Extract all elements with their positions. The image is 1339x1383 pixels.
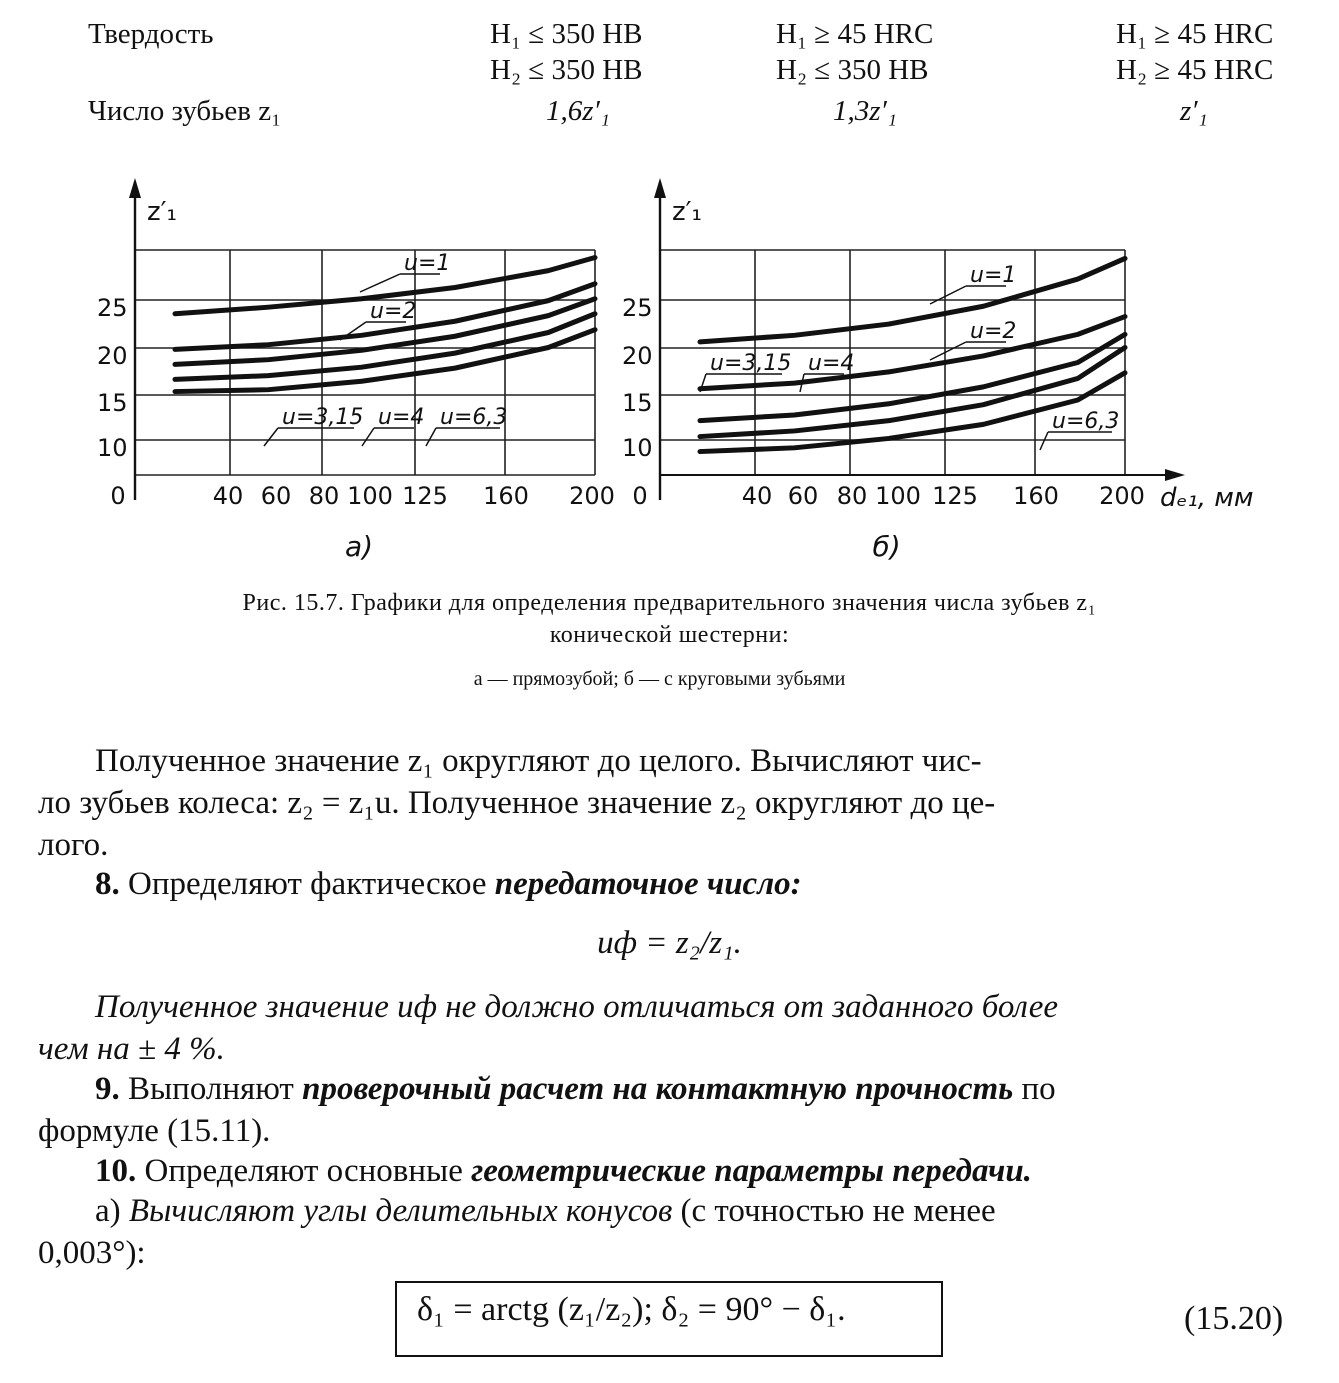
section-9-number: 9. (95, 1071, 120, 1107)
y-tick-label: 10 (622, 434, 653, 462)
panel-label: a) (345, 530, 374, 563)
section-10 (95, 1150, 1032, 1192)
curve-label: u=1 (970, 263, 1017, 288)
paragraph-2-line1: Полученное значение uф не должно отличаться от заданного более (95, 989, 1059, 1025)
hardness-col2-h2: H₂ ≤ 350 HB (776, 54, 929, 86)
x-axis-label: dₑ₁, мм (1160, 483, 1254, 513)
y-axis-label: z′₁ (147, 197, 177, 227)
hardness-col1-h2: H₂ ≤ 350 HB (490, 54, 643, 86)
y-tick-label: 15 (97, 389, 128, 417)
x-tick-label: 80 (308, 482, 340, 510)
x-tick-label: 100 (347, 482, 393, 510)
curve-label: u=2 (370, 299, 417, 324)
x-tick-label: 125 (402, 482, 448, 510)
section-9 (95, 1068, 1056, 1110)
y-axis-arrow (129, 178, 141, 198)
x-tick-label: 40 (741, 482, 773, 510)
curve-label-leader (1040, 432, 1048, 450)
x-tick-label: 0 (632, 482, 648, 510)
y-tick-label: 25 (622, 294, 653, 322)
curve-label-leader (362, 428, 374, 446)
hardness-col3-h2: H₂ ≥ 45 HRC (1116, 54, 1274, 86)
section-8 (95, 863, 802, 905)
paragraph-2-line2: чем на ± 4 %. (38, 1031, 225, 1067)
step-a-prefix: а) (95, 1193, 129, 1229)
section-9-term: проверочный расчет на контактную прочность (302, 1071, 1014, 1107)
teeth-col3: z′₁ (1180, 95, 1208, 127)
curve-label-leader (264, 428, 278, 446)
x-tick-label: 160 (1013, 482, 1059, 510)
teeth-col1: 1,6z′₁ (546, 95, 610, 127)
figure-caption-legend: а — прямозубой; б — с круговыми зубьями (473, 668, 846, 690)
formula-15-20: δ₁ = arctg (z₁/z₂); δ₂ = 90° − δ₁. (417, 1291, 846, 1328)
step-a-line2: 0,003°): (38, 1235, 146, 1271)
curve-label: u=4 (808, 351, 855, 376)
paragraph-1-line3: лого. (38, 827, 109, 863)
y-tick-label: 20 (97, 342, 128, 370)
x-tick-label: 40 (212, 482, 244, 510)
figure-caption-line1: Рис. 15.7. Графики для определения предварительного значения числа зубьев z₁ (242, 590, 1097, 616)
section-8-text: Определяют фактическое (119, 866, 495, 902)
step-a-italic: Вычисляют углы делительных конусов (128, 1193, 673, 1229)
x-tick-label: 200 (1099, 482, 1145, 510)
curve-label: u=6,3 (440, 405, 508, 430)
curve-label-leader (360, 274, 400, 292)
y-tick-label: 25 (97, 294, 128, 322)
curve-label-leader (426, 428, 436, 446)
hardness-col3-h1: H₁ ≥ 45 HRC (1116, 18, 1274, 50)
x-tick-label: 200 (569, 482, 615, 510)
x-tick-label: 60 (260, 482, 292, 510)
section-10-text: Определяют основные (136, 1153, 472, 1189)
charts-figure (0, 170, 1339, 570)
row-label-hardness: Твердость (88, 18, 214, 50)
curve-label: u=3,15 (710, 351, 792, 376)
y-axis-arrow (654, 178, 666, 198)
y-tick-label: 20 (622, 342, 653, 370)
curve-label: u=6,3 (1052, 409, 1120, 434)
curve-label: u=3,15 (282, 405, 364, 430)
figure-caption-line2: конической шестерни: (549, 622, 790, 648)
x-axis-arrow (1165, 469, 1185, 481)
section-10-number: 10. (95, 1153, 137, 1189)
x-tick-label: 0 (110, 482, 126, 510)
x-tick-label: 100 (875, 482, 921, 510)
row-label-teeth: Число зубьев z₁ (88, 95, 282, 127)
section-9-text: Выполняют (119, 1071, 303, 1107)
x-tick-label: 60 (787, 482, 819, 510)
chart-b-circular-teeth (622, 178, 1254, 563)
curve-label-leader (930, 286, 966, 304)
step-a (95, 1190, 996, 1232)
x-tick-label: 160 (483, 482, 529, 510)
y-tick-label: 10 (97, 434, 128, 462)
panel-label: б) (872, 530, 901, 563)
formula-number: (15.20) (1184, 1300, 1284, 1337)
section-9-tail: по (1013, 1071, 1056, 1107)
section-9-line2: формуле (15.11). (38, 1113, 271, 1149)
paragraph-1-line1: Полученное значение z₁ округляют до целого. Вычисляют чис- (95, 743, 982, 779)
formula-box-15-20 (395, 1281, 943, 1357)
hardness-col2-h1: H₁ ≥ 45 HRC (776, 18, 934, 50)
curve-label: u=4 (378, 405, 425, 430)
section-8-number: 8. (95, 866, 120, 902)
curve-label: u=1 (404, 251, 451, 276)
y-axis-label: z′₁ (672, 197, 702, 227)
formula-uf: uф = z₂/z₁. (597, 925, 742, 961)
section-10-term: геометрические параметры передачи. (471, 1153, 1032, 1189)
paragraph-1-line2: ло зубьев колеса: z₂ = z₁u. Полученное значение z₂ округляют до це- (38, 785, 996, 821)
step-a-tail: (с точностью не менее (672, 1193, 996, 1229)
x-tick-label: 80 (836, 482, 868, 510)
section-8-term: передаточное число: (494, 866, 802, 902)
hardness-col1-h1: H₁ ≤ 350 HB (490, 18, 643, 50)
curve-label: u=2 (970, 319, 1017, 344)
x-tick-label: 125 (932, 482, 978, 510)
chart-a-straight-teeth (97, 178, 615, 563)
teeth-col2: 1,3z′₁ (833, 95, 897, 127)
y-tick-label: 15 (622, 389, 653, 417)
